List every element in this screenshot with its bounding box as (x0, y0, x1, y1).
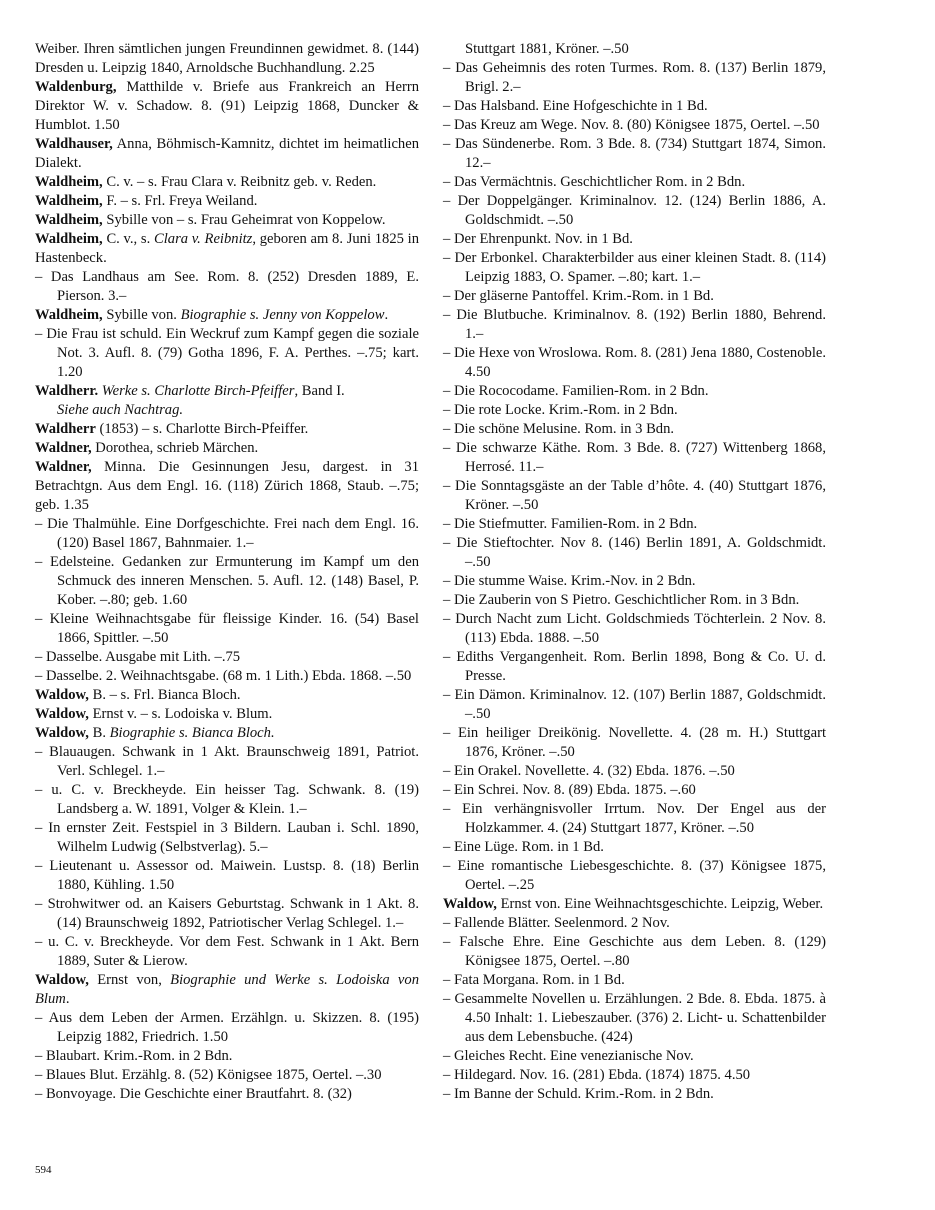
author-name: Waldherr (35, 421, 96, 437)
entry-text: – Die Sonntagsgäste an der Table d’hôte. 4. (40) Stuttgart 1876, Kröner. –.50 (443, 478, 826, 513)
work-entry (35, 1009, 419, 1047)
work-entry (35, 268, 419, 306)
author-name: Waldheim, (35, 174, 103, 190)
work-entry (35, 1047, 419, 1066)
author-name: Waldow, (35, 725, 89, 741)
entry-text: – In ernster Zeit. Festspiel in 3 Bildern. Lauban i. Schl. 1890, Wilhelm Ludwig (Selbstverlag). 5.– (35, 820, 419, 855)
author-name: Waldheim, (35, 212, 103, 228)
italic-reference: Biographie s. Bianca Bloch. (109, 725, 275, 741)
author-name: Waldow, (35, 687, 89, 703)
index-entry (35, 211, 419, 230)
work-entry (443, 781, 826, 800)
entry-text: – Das Geheimnis des roten Turmes. Rom. 8. (137) Berlin 1879, Brigl. 2.– (443, 60, 826, 95)
author-name: Waldner, (35, 440, 92, 456)
work-entry (443, 515, 826, 534)
entry-text: – Kleine Weihnachtsgabe für fleissige Kinder. 16. (54) Basel 1866, Spittler. –.50 (35, 611, 419, 646)
entry-text: , geboren am 8. Juni 1825 in Hastenbeck. (35, 231, 420, 266)
entry-text: Ernst von, (88, 972, 171, 988)
work-entry (443, 401, 826, 420)
work-entry (35, 553, 419, 610)
italic-reference: Biographie s. Jenny von Koppelow (180, 307, 385, 323)
entry-text: – Fallende Blätter. Seelenmord. 2 Nov. (443, 915, 670, 931)
work-entry (443, 572, 826, 591)
work-entry (443, 477, 826, 515)
left-column (35, 40, 419, 1104)
work-entry (443, 1066, 826, 1085)
entry-text: – Hildegard. Nov. 16. (281) Ebda. (1874) 1875. 4.50 (443, 1067, 751, 1083)
work-entry (35, 743, 419, 781)
author-name: Waldherr. (35, 383, 99, 399)
entry-text: (1853) – s. Charlotte Birch-Pfeiffer. (95, 421, 309, 437)
work-entry (35, 781, 419, 819)
entry-text: – Falsche Ehre. Eine Geschichte aus dem Leben. 8. (129) Königsee 1875, Oertel. –.80 (443, 934, 826, 969)
entry-text: Ernst von. Eine Weihnachtsgeschichte. Leipzig, Weber. (496, 896, 824, 912)
entry-text: – Eine Lüge. Rom. in 1 Bd. (443, 839, 604, 855)
work-entry (35, 819, 419, 857)
work-entry (443, 534, 826, 572)
entry-text: – Der Doppelgänger. Kriminalnov. 12. (124) Berlin 1886, A. Goldschmidt. –.50 (443, 193, 826, 228)
entry-text: – Gleiches Recht. Eine venezianische Nov. (443, 1048, 694, 1064)
work-entry (443, 59, 826, 97)
work-entry (35, 325, 419, 382)
index-entry (35, 439, 419, 458)
entry-text: – Die Frau ist schuld. Ein Weckruf zum Kampf gegen die soziale Not. 3. Aufl. 8. (79) Gotha 1896, F. A. Perthes. –.75; kart. 1.20 (35, 326, 419, 380)
work-entry (35, 648, 419, 667)
entry-text: – Die Rococodame. Familien-Rom. in 2 Bdn. (443, 383, 709, 399)
entry-text: , Band I. (294, 383, 345, 399)
work-entry (443, 610, 826, 648)
work-entry (443, 135, 826, 173)
work-entry (443, 1085, 826, 1104)
entry-text: Anna, Böhmisch-Kamnitz, dichtet im heimatlichen Dialekt. (35, 136, 419, 171)
entry-text: – Eine romantische Liebesgeschichte. 8. (37) Königsee 1875, Oertel. –.25 (443, 858, 826, 893)
work-entry (443, 344, 826, 382)
work-entry (443, 173, 826, 192)
entry-text: Weiber. Ihren sämtlichen jungen Freundinnen gewidmet. 8. (144) Dresden u. Leipzig 1840, Arnoldsche Buchhandlung. 2.25 (35, 41, 419, 76)
index-entry (35, 173, 419, 192)
work-entry (35, 610, 419, 648)
index-entry (35, 78, 419, 135)
entry-text: – Das Halsband. Eine Hofgeschichte in 1 Bd. (443, 98, 708, 114)
entry-text: – Die Blutbuche. Kriminalnov. 8. (192) Berlin 1880, Behrend. 1.– (443, 307, 826, 342)
entry-text: Minna. Die Gesinnungen Jesu, dargest. in 31 Betrachtgn. Aus dem Engl. 16. (118) Zürich 1868, Staub. –.75; geb. 1.35 (35, 459, 419, 513)
work-entry (35, 933, 419, 971)
entry-text: – Die Stieftochter. Nov 8. (146) Berlin 1891, A. Goldschmidt. –.50 (443, 535, 826, 570)
index-entry (35, 135, 419, 173)
work-entry (443, 192, 826, 230)
entry-text: . (65, 991, 70, 1007)
index-entry (443, 895, 826, 914)
entry-text: – Die Thalmühle. Eine Dorfgeschichte. Frei nach dem Engl. 16. (120) Basel 1867, Bahnmaier. 1.– (35, 516, 419, 551)
entry-text: B. – s. Frl. Bianca Bloch. (88, 687, 241, 703)
entry-text: – Der gläserne Pantoffel. Krim.-Rom. in 1 Bd. (443, 288, 714, 304)
work-entry (443, 971, 826, 990)
entry-text: – Blauaugen. Schwank in 1 Akt. Braunschweig 1891, Patriot. Verl. Schlegel. 1.– (35, 744, 419, 779)
entry-text: – Dasselbe. Ausgabe mit Lith. –.75 (35, 649, 241, 665)
italic-reference: Werke s. Charlotte Birch-Pfeiffer (101, 383, 295, 399)
entry-text: – Fata Morgana. Rom. in 1 Bd. (443, 972, 625, 988)
work-entry (443, 97, 826, 116)
work-entry (443, 762, 826, 781)
entry-text: – Das Kreuz am Wege. Nov. 8. (80) Königsee 1875, Oertel. –.50 (443, 117, 820, 133)
entry-text: – Ein heiliger Dreikönig. Novellette. 4. (28 m. H.) Stuttgart 1876, Kröner. –.50 (443, 725, 826, 760)
index-entry (35, 382, 419, 401)
author-name: Waldhauser, (35, 136, 113, 152)
entry-text: – Ediths Vergangenheit. Rom. Berlin 1898, Bong & Co. U. d. Presse. (443, 649, 826, 684)
entry-text: Stuttgart 1881, Kröner. –.50 (465, 41, 629, 57)
entry-text: Sybille von – s. Frau Geheimrat von Koppelow. (102, 212, 386, 228)
author-name: Waldow, (35, 706, 89, 722)
index-entry (35, 306, 419, 325)
entry-text: – Ein Dämon. Kriminalnov. 12. (107) Berlin 1887, Goldschmidt. –.50 (443, 687, 826, 722)
entry-text: – Lieutenant u. Assessor od. Maiwein. Lustsp. 8. (18) Berlin 1880, Kühling. 1.50 (35, 858, 419, 893)
work-entry (443, 591, 826, 610)
entry-text: Sybille von. (102, 307, 181, 323)
page-number: 594 (35, 1164, 52, 1176)
work-entry (443, 724, 826, 762)
entry-text: – Durch Nacht zum Licht. Goldschmieds Töchterlein. 2 Nov. 8. (113) Ebda. 1888. –.50 (443, 611, 826, 646)
entry-text: – Die schöne Melusine. Rom. in 3 Bdn. (443, 421, 675, 437)
work-entry (443, 686, 826, 724)
index-entry (35, 40, 419, 78)
index-entry (35, 458, 419, 515)
entry-text: – Im Banne der Schuld. Krim.-Rom. in 2 Bdn. (443, 1086, 714, 1102)
entry-text: – Die Zauberin von S Pietro. Geschichtlicher Rom. in 3 Bdn. (443, 592, 800, 608)
entry-text: – Blaubart. Krim.-Rom. in 2 Bdn. (35, 1048, 233, 1064)
work-entry (35, 857, 419, 895)
entry-text: – Aus dem Leben der Armen. Erzählgn. u. Skizzen. 8. (195) Leipzig 1882, Friedrich. 1.50 (35, 1010, 419, 1045)
right-column (443, 40, 826, 1104)
work-entry (443, 249, 826, 287)
entry-text: – Der Ehrenpunkt. Nov. in 1 Bd. (443, 231, 633, 247)
author-name: Waldow, (443, 896, 497, 912)
entry-text: – Gesammelte Novellen u. Erzählungen. 2 Bde. 8. Ebda. 1875. à 4.50 Inhalt: 1. Liebeszauber. (376) 2. Licht- u. Schattenbilder aus dem Lebensbuche. (424) (443, 991, 826, 1045)
entry-text: – Blaues Blut. Erzählg. 8. (52) Königsee 1875, Oertel. –.30 (35, 1067, 382, 1083)
work-entry (443, 420, 826, 439)
entry-text: C. v. – s. Frau Clara v. Reibnitz geb. v. Reden. (102, 174, 377, 190)
index-entry (35, 724, 419, 743)
entry-text: – Die Stiefmutter. Familien-Rom. in 2 Bdn. (443, 516, 698, 532)
work-entry (443, 40, 826, 59)
work-entry (35, 1066, 419, 1085)
entry-text: B. (88, 725, 110, 741)
entry-text: – Das Sündenerbe. Rom. 3 Bde. 8. (734) Stuttgart 1874, Simon. 12.– (443, 136, 826, 171)
entry-text: Matthilde v. Briefe aus Frankreich an Herrn Direktor W. v. Schadow. 8. (91) Leipzig 1868, Duncker & Humblot. 1.50 (35, 79, 419, 133)
work-entry (443, 287, 826, 306)
work-entry (443, 990, 826, 1047)
work-entry (35, 515, 419, 553)
entry-text: Dorothea, schrieb Märchen. (91, 440, 259, 456)
work-entry (443, 439, 826, 477)
index-entry (35, 686, 419, 705)
author-name: Waldenburg, (35, 79, 117, 95)
entry-text: F. – s. Frl. Freya Weiland. (102, 193, 258, 209)
italic-reference: Clara v. Reibnitz (153, 231, 253, 247)
entry-text: – Die stumme Waise. Krim.-Nov. in 2 Bdn. (443, 573, 696, 589)
work-entry (443, 914, 826, 933)
entry-text: – Bonvoyage. Die Geschichte einer Brautfahrt. 8. (32) (35, 1086, 352, 1102)
entry-text: – Dasselbe. 2. Weihnachtsgabe. (68 m. 1 Lith.) Ebda. 1868. –.50 (35, 668, 412, 684)
work-entry (35, 667, 419, 686)
entry-text: . (384, 307, 389, 323)
author-name: Waldow, (35, 972, 89, 988)
entry-text: – Das Vermächtnis. Geschichtlicher Rom. in 2 Bdn. (443, 174, 746, 190)
work-entry (443, 116, 826, 135)
entry-text: – Die Hexe von Wroslowa. Rom. 8. (281) Jena 1880, Costenoble. 4.50 (443, 345, 826, 380)
work-entry (443, 382, 826, 401)
entry-text: – u. C. v. Breckheyde. Vor dem Fest. Schwank in 1 Akt. Bern 1889, Suter & Lierow. (35, 934, 419, 969)
entry-text: – Die rote Locke. Krim.-Rom. in 2 Bdn. (443, 402, 678, 418)
entry-text: – Strohwitwer od. an Kaisers Geburtstag. Schwank in 1 Akt. 8. (14) Braunschweig 1892, Patriotischer Verlag Schlegel. 1.– (35, 896, 419, 931)
index-entry (35, 192, 419, 211)
author-name: Waldner, (35, 459, 92, 475)
work-entry (443, 306, 826, 344)
index-entry (35, 971, 419, 1009)
work-entry (35, 895, 419, 933)
work-entry (443, 230, 826, 249)
entry-text: – Ein verhängnisvoller Irrtum. Nov. Der Engel aus der Holzkammer. 4. (24) Stuttgart 1877, Kröner. –.50 (443, 801, 826, 836)
author-name: Waldheim, (35, 193, 103, 209)
work-entry (443, 838, 826, 857)
entry-text: – Das Landhaus am See. Rom. 8. (252) Dresden 1889, E. Pierson. 3.– (35, 269, 419, 304)
entry-text: – Ein Schrei. Nov. 8. (89) Ebda. 1875. –.60 (443, 782, 696, 798)
entry-text: – Edelsteine. Gedanken zur Ermunterung im Kampf um den Schmuck des inneren Menschen. 5. Aufl. 12. (148) Basel, P. Kober. –.80; geb. 1.60 (35, 554, 419, 608)
entry-text: – Die schwarze Käthe. Rom. 3 Bde. 8. (727) Wittenberg 1868, Herrosé. 11.– (443, 440, 826, 475)
work-entry (35, 401, 419, 420)
index-entry (35, 230, 419, 268)
work-entry (443, 800, 826, 838)
author-name: Waldheim, (35, 231, 103, 247)
work-entry (443, 1047, 826, 1066)
work-entry (35, 1085, 419, 1104)
author-name: Waldheim, (35, 307, 103, 323)
entry-text: – Der Erbonkel. Charakterbilder aus einer kleinen Stadt. 8. (114) Leipzig 1883, O. Spamer. –.80; kart. 1.– (443, 250, 826, 285)
index-entry (35, 420, 419, 439)
entry-text: – u. C. v. Breckheyde. Ein heisser Tag. Schwank. 8. (19) Landsberg a. W. 1891, Volger & Klein. 1.– (35, 782, 419, 817)
index-entry (35, 705, 419, 724)
work-entry (443, 857, 826, 895)
work-entry (443, 933, 826, 971)
work-entry (443, 648, 826, 686)
italic-reference: Siehe auch Nachtrag. (57, 402, 184, 418)
entry-text: C. v., s. (102, 231, 154, 247)
entry-text: – Ein Orakel. Novellette. 4. (32) Ebda. 1876. –.50 (443, 763, 735, 779)
italic-reference: Biographie und Werke s. Lodoiska von Blum (35, 972, 419, 1007)
entry-text: Ernst v. – s. Lodoiska v. Blum. (88, 706, 273, 722)
